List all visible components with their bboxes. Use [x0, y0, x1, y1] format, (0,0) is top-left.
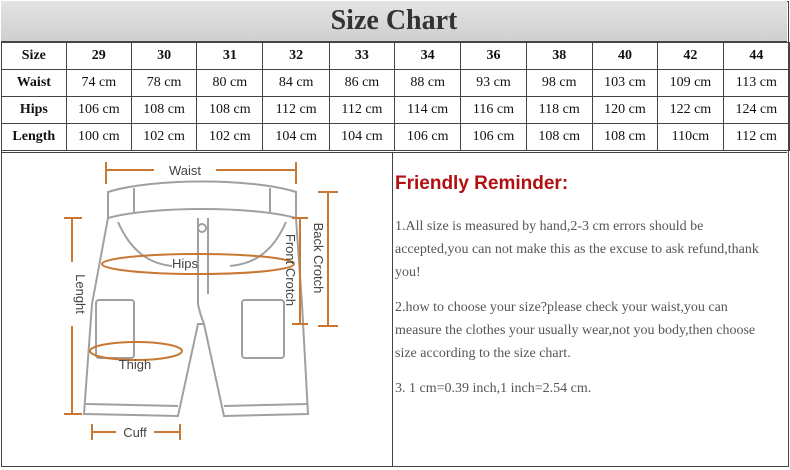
- table-cell: 109 cm: [658, 70, 724, 97]
- row-label: Length: [2, 124, 67, 151]
- size-header-cell: 34: [395, 43, 461, 70]
- table-cell: 102 cm: [197, 124, 263, 151]
- button-icon: [198, 224, 206, 232]
- table-cell: 116 cm: [461, 97, 526, 124]
- table-cell: 120 cm: [592, 97, 657, 124]
- size-header-cell: 40: [592, 43, 657, 70]
- friendly-reminder: [395, 170, 775, 412]
- table-cell: 84 cm: [263, 70, 329, 97]
- shorts-measurement-diagram: [2, 154, 391, 465]
- table-cell: 106 cm: [461, 124, 526, 151]
- table-cell: 86 cm: [329, 70, 394, 97]
- back-crotch-label: Back Crotch: [311, 222, 326, 294]
- table-cell: 98 cm: [526, 70, 592, 97]
- size-header-cell: 44: [723, 43, 789, 70]
- cuff-label: Cuff: [123, 425, 147, 440]
- page-title: Size Chart: [1, 1, 787, 42]
- table-cell: 104 cm: [329, 124, 394, 151]
- table-cell: 78 cm: [131, 70, 196, 97]
- size-header-cell: 33: [329, 43, 394, 70]
- table-cell: 106 cm: [66, 97, 131, 124]
- lenght-label: Lenght: [73, 274, 88, 314]
- table-cell: 122 cm: [658, 97, 724, 124]
- table-cell: 88 cm: [395, 70, 461, 97]
- size-header-cell: 29: [66, 43, 131, 70]
- table-cell: 110cm: [658, 124, 724, 151]
- table-cell: 104 cm: [263, 124, 329, 151]
- shorts-outline: [84, 182, 308, 417]
- reminder-paragraph-3: 3. 1 cm=0.39 inch,1 inch=2.54 cm.: [395, 381, 592, 396]
- row-label: Hips: [2, 97, 67, 124]
- thigh-label: Thigh: [118, 357, 152, 372]
- table-cell: 108 cm: [197, 97, 263, 124]
- reminder-heading: Friendly Reminder:: [395, 173, 569, 194]
- size-header-cell: 38: [526, 43, 592, 70]
- table-row: [2, 124, 790, 151]
- table-cell: 102 cm: [131, 124, 196, 151]
- size-header-cell: 42: [658, 43, 724, 70]
- size-table: [1, 42, 790, 151]
- hips-label: Hips: [171, 256, 199, 271]
- size-header-cell: 36: [461, 43, 526, 70]
- table-cell: 118 cm: [526, 97, 592, 124]
- front-crotch-label: Front Crotch: [283, 233, 298, 307]
- table-row: [2, 70, 790, 97]
- row-label: Waist: [2, 70, 67, 97]
- shorts-illustration: [2, 154, 391, 465]
- table-header-label: Size: [2, 43, 67, 70]
- table-cell: 100 cm: [66, 124, 131, 151]
- size-header-cell: 32: [263, 43, 329, 70]
- waist-label: Waist: [168, 163, 202, 178]
- size-header-cell: 30: [131, 43, 196, 70]
- table-cell: 114 cm: [395, 97, 461, 124]
- table-cell: 106 cm: [395, 124, 461, 151]
- table-cell: 108 cm: [131, 97, 196, 124]
- reminder-paragraph-1: 1.All size is measured by hand,2-3 cm errors should be accepted,you can not make this as the excuse to ask refund,thank you!: [395, 219, 759, 280]
- table-cell: 74 cm: [66, 70, 131, 97]
- table-cell: 108 cm: [592, 124, 657, 151]
- table-cell: 108 cm: [526, 124, 592, 151]
- table-cell: 80 cm: [197, 70, 263, 97]
- table-header-row: [2, 43, 790, 70]
- table-cell: 93 cm: [461, 70, 526, 97]
- table-cell: 112 cm: [329, 97, 394, 124]
- table-cell: 124 cm: [723, 97, 789, 124]
- column-divider: [392, 153, 393, 466]
- reminder-paragraph-2: 2.how to choose your size?please check your waist,you can measure the clothes your usually wear,not you body,then choose size according to the size chart.: [395, 300, 756, 361]
- size-header-cell: 31: [197, 43, 263, 70]
- table-cell: 112 cm: [263, 97, 329, 124]
- table-cell: 112 cm: [723, 124, 789, 151]
- table-cell: 113 cm: [723, 70, 789, 97]
- table-row: [2, 97, 790, 124]
- section-divider: [1, 152, 787, 153]
- table-cell: 103 cm: [592, 70, 657, 97]
